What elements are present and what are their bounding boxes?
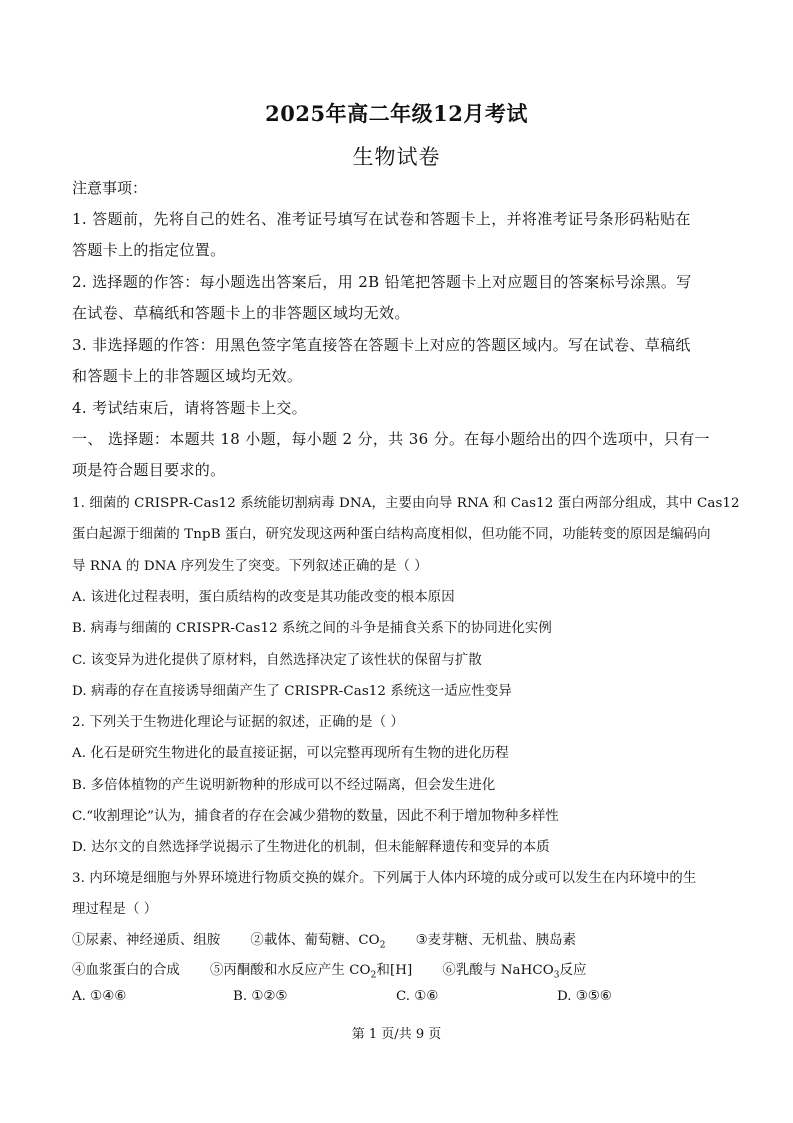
q3-item-3: ③麦芽糖、无机盐、胰岛素 <box>415 933 577 948</box>
q3-item-5: ⑤丙酮酸和水反应产生 CO <box>209 963 371 978</box>
notice-line: 4. 考试结束后，请将答题卡上交。 <box>72 399 308 417</box>
section-heading-cont: 项是符合题目要求的。 <box>72 461 226 479</box>
q3-stem-line: 3. 内环境是细胞与外界环境进行物质交换的媒介。下列属于人体内环境的成分或可以发生在内环境中的生 <box>72 871 697 886</box>
exam-subtitle: 生物试卷 <box>352 145 441 169</box>
section-heading: 一、 选择题：本题共 18 小题，每小题 2 分，共 36 分。在每小题给出的四个选项中，只有一 <box>72 430 710 448</box>
notice-line: 和答题卡上的非答题区域均无效。 <box>72 367 303 385</box>
q1-option-a: A. 该进化过程表明，蛋白质结构的改变是其功能改变的根本原因 <box>72 590 455 605</box>
q3-item-6-tail: 反应 <box>559 963 587 978</box>
q3-item-6-subscript: 3 <box>553 970 560 981</box>
q1-stem-line: 导 RNA 的 DNA 序列发生了突变。下列叙述正确的是（ ） <box>72 559 428 574</box>
q3-items-row <box>72 929 576 951</box>
q3-option-c: C. ①⑥ <box>396 989 439 1004</box>
q3-item-1: ①尿素、神经递质、组胺 <box>72 933 221 948</box>
notice-line: 1. 答题前，先将自己的姓名、准考证号填写在试卷和答题卡上，并将准考证号条形码粘贴在 <box>72 210 691 228</box>
q3-option-d: D. ③⑤⑥ <box>557 989 612 1004</box>
notice-line: 在试卷、草稿纸和答题卡上的非答题区域均无效。 <box>72 304 410 322</box>
q3-option-a: A. ①④⑥ <box>72 989 127 1004</box>
notice-heading: 注意事项： <box>72 179 148 197</box>
notice-line: 3. 非选择题的作答：用黑色签字笔直接答在答题卡上对应的答题区域内。写在试卷、草稿纸 <box>72 336 691 354</box>
q2-option-a: A. 化石是研究生物进化的最直接证据，可以完整再现所有生物的进化历程 <box>72 746 509 761</box>
q1-stem-line: 1. 细菌的 CRISPR-Cas12 系统能切割病毒 DNA，主要由向导 RNA 和 Cas12 蛋白两部分组成，其中 Cas12 <box>72 496 740 511</box>
q3-items-row <box>72 959 587 981</box>
q2-option-d: D. 达尔文的自然选择学说揭示了生物进化的机制，但未能解释遗传和变异的本质 <box>72 840 550 855</box>
notice-line: 答题卡上的指定位置。 <box>72 241 226 259</box>
q3-item-2-subscript: 2 <box>379 940 386 951</box>
q2-option-b: B. 多倍体植物的产生说明新物种的形成可以不经过隔离，但会发生进化 <box>72 778 496 793</box>
q3-item-2: ②載体、葡萄糖、CO <box>250 933 380 948</box>
q1-stem-line: 蛋白起源于细菌的 TnpB 蛋白，研究发现这两种蛋白结构高度相似，但功能不同，功能转变的原因是编码向 <box>72 527 711 542</box>
q1-option-b: B. 病毒与细菌的 CRISPR-Cas12 系统之间的斗争是捕食关系下的协同进化实例 <box>72 621 552 636</box>
exam-title: 2025年高二年级12月考试 <box>265 101 528 126</box>
q1-option-d: D. 病毒的存在直接诱导细菌产生了 CRISPR-Cas12 系统这一适应性变异 <box>72 684 512 699</box>
q3-stem-line: 理过程是（ ） <box>72 902 158 917</box>
page-number: 第 1 页/共 9 页 <box>351 1027 442 1042</box>
q3-item-4: ④血浆蛋白的合成 <box>72 963 180 978</box>
q2-option-c: C.“收割理论”认为，捕食者的存在会减少猎物的数量，因此不利于增加物种多样性 <box>72 809 559 824</box>
q3-item-5-tail: 和[H] <box>376 963 413 978</box>
q2-stem: 2. 下列关于生物进化理论与证据的叙述，正确的是（ ） <box>72 715 404 730</box>
q1-option-c: C. 该变异为进化提供了原材料，自然选择决定了该性状的保留与扩散 <box>72 653 482 668</box>
q3-item-5-subscript: 2 <box>370 970 377 981</box>
q3-item-6: ⑥乳酸与 NaHCO <box>442 963 554 978</box>
notice-line: 2. 选择题的作答：每小题选出答案后，用 2B 铅笔把答题卡上对应题目的答案标号涂黑。写 <box>72 273 692 291</box>
q3-option-b: B. ①②⑤ <box>233 989 288 1004</box>
